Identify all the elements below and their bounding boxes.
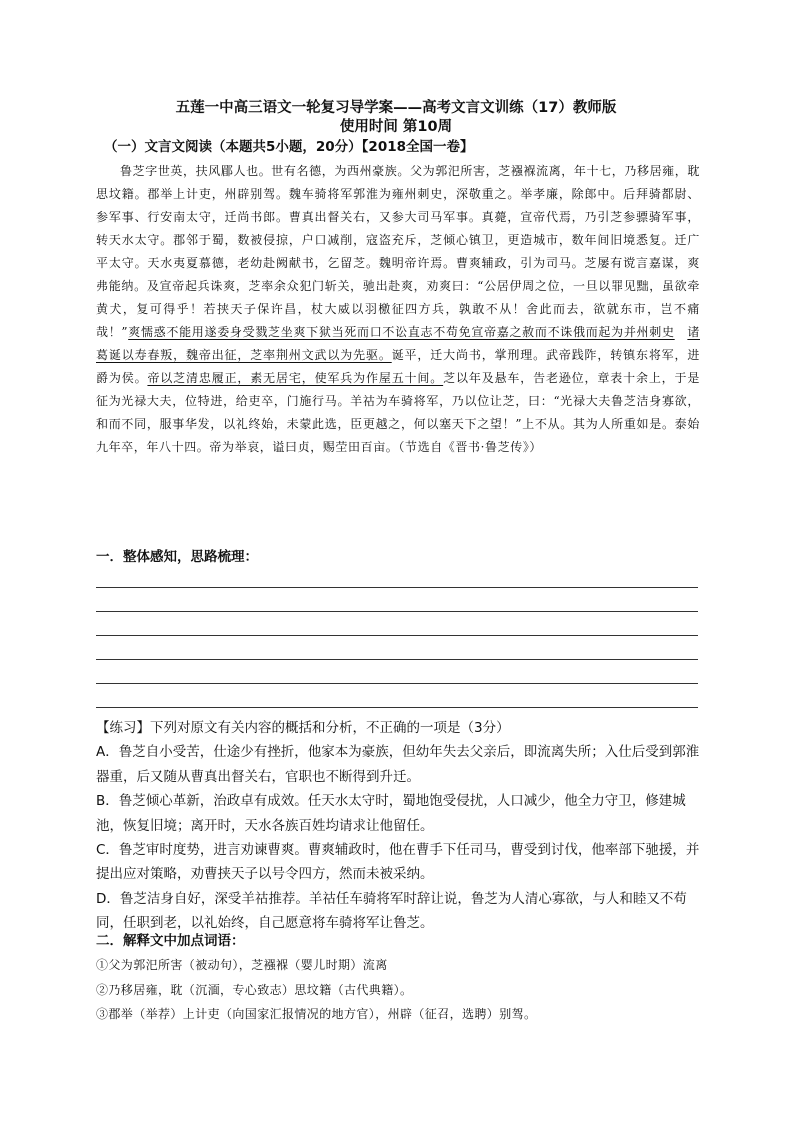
option-a: A．鲁芝自小受苦，仕途少有挫折，他家本为豪族，但幼年失去父亲后，即流离失所；入仕后受到郭淮器重，后又随从曹真出督关右，官职也不断得到升迁。 — [96, 744, 700, 785]
section-heading-reading: （一）文言文阅读（本题共5小题，20分）【2018全国一卷】 — [104, 139, 474, 155]
exercise-prompt: 【练习】下列对原文有关内容的概括和分析，不正确的一项是（3分） — [96, 720, 510, 736]
underlined-sentence-1: 爽懦惑不能用遂委身受戮芝坐爽下狱当死而口不讼直志不苟免宣帝嘉之赦而不诛俄而起为并州刺史 — [128, 325, 675, 339]
exercise-block — [96, 716, 700, 936]
passage-text-part3: 芝以年及悬车，告老逊位，章表十余上，于是征为光禄大夫，位特进，给吏卒，门施行马。羊祜为车骑将军，乃以位让芝，曰：“光禄大夫鲁芝洁身寡欲，和而不同，服事华发，以礼终始，未蒙此选，臣更越之，何以塞天下之望！”上不从。其为人所重如是。泰始九年卒，年八十四。帝为举哀，谥曰贞，赐茔田百亩。（节选自《晋书·鲁芝传》） — [96, 371, 700, 454]
answer-line — [96, 683, 698, 684]
passage-text-part2: 诞平，迁大尚书，掌刑理。武帝践阼，转镇东将军，进爵为侯。 — [96, 348, 700, 385]
vocab-list — [96, 953, 700, 1027]
passage-paragraph — [96, 160, 700, 459]
option-d: D．鲁芝洁身自好，深受羊祜推荐。羊祜任车骑将军时辞让说，鲁芝为人清心寡欲，与人和睦又不苟同，任职到老，以礼始终，自己愿意将车骑将军让鲁芝。 — [96, 890, 687, 932]
underlined-sentence-3: 帝以芝清忠履正，素无居宅，使军兵为作屋五十间。 — [147, 371, 444, 385]
passage-text-part1: 鲁芝字世英，扶风郿人也。世有名德，为西州豪族。父为郭汜所害，芝襁褓流离，年十七，乃移居雍，耽思坟籍。郡举上计吏，州辟别驾。魏车骑将军郭淮为雍州刺史，深敬重之。举孝廉，除郎中。后拜骑都尉、参军事、行安南太守，迁尚书郎。曹真出督关右，又参大司马军事。真薨，宣帝代焉，乃引芝参骠骑军事，转天水太守。郡邻于蜀，数被侵掠，户口减削，寇盗充斥，芝倾心镇卫，更造城市，数年间旧境悉复。迁广平太守。天水夷夏慕德，老幼赴阙献书，乞留芝。魏明帝许焉。曹爽辅政，引为司马。芝屡有谠言嘉谋，爽弗能纳。及宣帝起兵诛爽，芝率余众犯门斩关，驰出赴爽，劝爽曰：“公居伊周之位，一旦以罪见黜，虽欲牵黄犬，复可得乎！若挟天子保许昌，杖大威以羽檄征四方兵，孰敢不从！舍此而去，欲就东市，岂不痛哉！” — [96, 164, 700, 339]
section-heading-vocab: 二．解释文中加点词语： — [96, 933, 245, 949]
passage-gap — [675, 325, 688, 339]
answer-line — [96, 587, 698, 588]
document-title: 五莲一中高三语文一轮复习导学案——高考文言文训练（17）教师版 — [175, 100, 617, 116]
vocab-item: ②乃移居雍，耽（沉湎，专心致志）思坟籍（古代典籍）。 — [96, 982, 413, 997]
answer-line — [96, 635, 698, 636]
usage-time-subtitle: 使用时间 第10周 — [339, 119, 453, 135]
classical-passage — [96, 160, 700, 459]
vocab-item: ①父为郭汜所害（被动句），芝襁褓（婴儿时期）流离 — [96, 958, 388, 972]
option-c: C．鲁芝审时度势，进言劝谏曹爽。曹爽辅政时，他在曹手下任司马，曹受到讨伐，他率部下驰援，并提出应对策略，劝曹挟天子以号令四方，然而未被采纳。 — [96, 842, 700, 883]
option-b: B．鲁芝倾心革新，治政卓有成效。任天水太守时，蜀地饱受侵扰，人口减少，他全力守卫，修建城池，恢复旧境；离开时，天水各族百姓均请求让他留任。 — [96, 793, 686, 834]
answer-line — [96, 611, 698, 612]
vocab-item: ③郡举（举荐）上计吏（向国家汇报情况的地方官），州辟（征召，选聘）别驾。 — [96, 1007, 537, 1021]
answer-line — [96, 707, 698, 708]
section-heading-overview: 一．整体感知，思路梳理： — [96, 549, 258, 565]
underlined-sentence-2: 诸葛诞以寿春叛，魏帝出征，芝率荆州文武以为先驱。 — [96, 325, 700, 362]
answer-line — [96, 659, 698, 660]
